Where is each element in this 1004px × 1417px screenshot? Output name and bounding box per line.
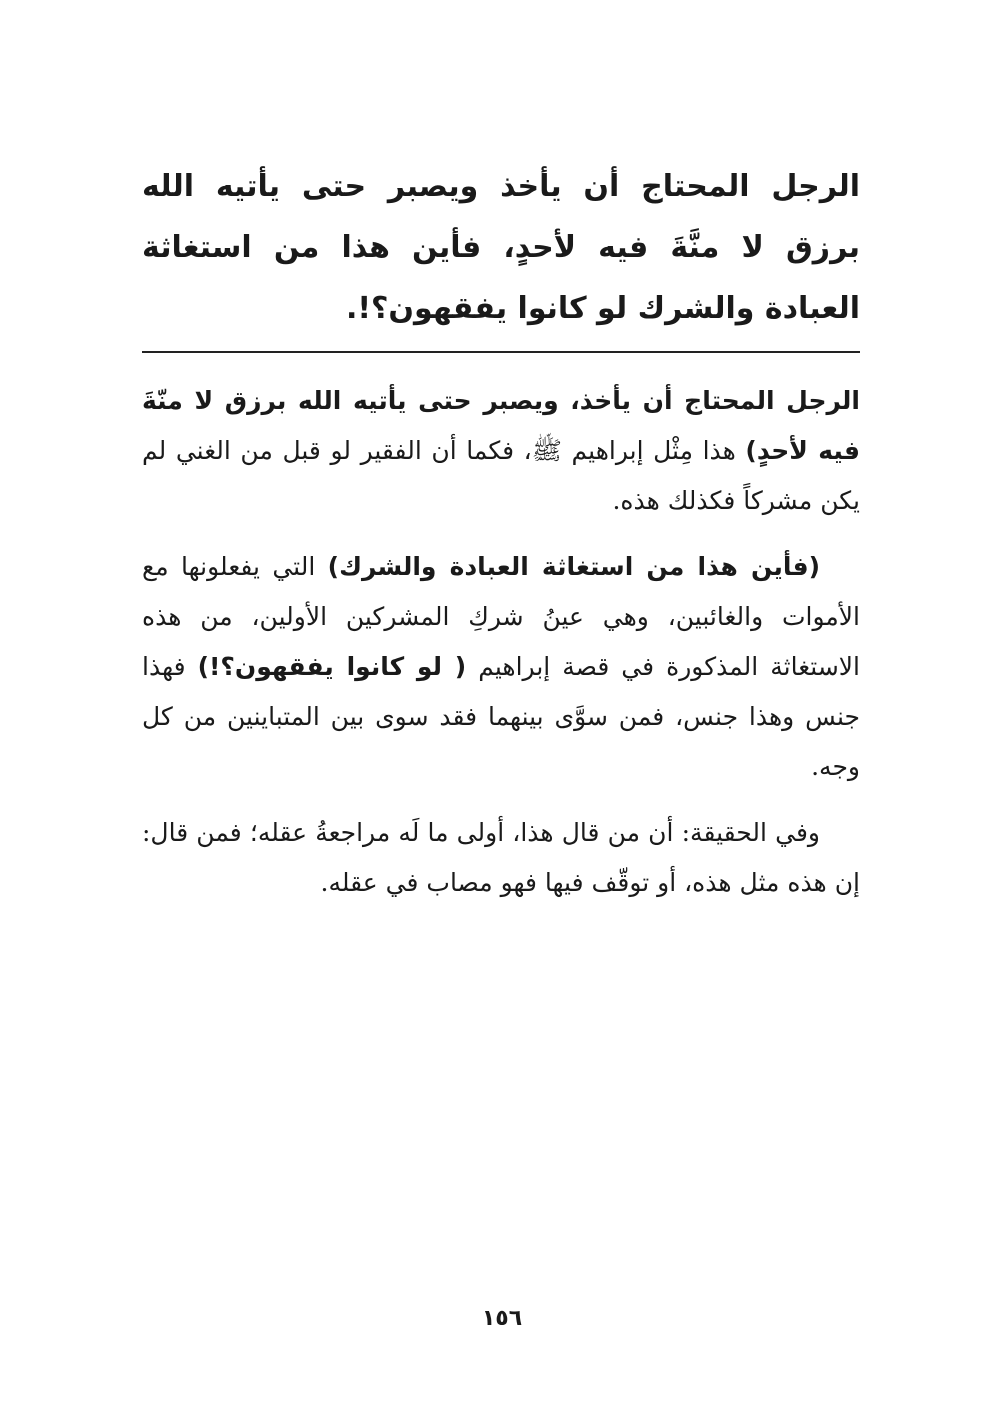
quoted-matn-2: (فأين هذا من استغاثة العبادة والشرك) xyxy=(327,552,821,581)
commentary-text-2b: فهذا جنس وهذا جنس، فمن سوَّى بينهما فقد سوى بين المتباينين من كل وجه. xyxy=(142,652,860,781)
commentary-paragraph-1 xyxy=(142,376,860,526)
commentary-paragraph-2 xyxy=(142,542,860,792)
matn-text: الرجل المحتاج أن يأخذ ويصبر حتى يأتيه الله برزق لا منَّةَ فيه لأحدٍ، فأين هذا من استغاثة العبادة والشرك لو كانوا يفقهون؟!. xyxy=(142,169,860,326)
commentary-text-3: وفي الحقيقة: أن من قال هذا، أولى ما لَه مراجعةُ عقله؛ فمن قال: إن هذه مثل هذه، أو توقّف فيها فهو مصاب في عقله. xyxy=(142,818,860,897)
quoted-matn-1: الرجل المحتاج أن يأخذ، ويصبر حتى يأتيه الله برزق لا منّةَ فيه لأحدٍ) xyxy=(142,386,860,465)
commentary-text-1: هذا مِثْل إبراهيم ﷺ، فكما أن الفقير لو قبل من الغني لم يكن مشركاً فكذلك هذه. xyxy=(142,436,860,515)
section-divider xyxy=(142,351,860,353)
commentary-paragraph-3 xyxy=(142,808,860,908)
quoted-matn-3: ( لو كانوا يفقهون؟!) xyxy=(197,652,467,681)
commentary-text-2a: التي يفعلونها مع الأموات والغائبين، وهي عينُ شركِ المشركين الأولين، من هذه الاستغاثة المذكورة في قصة إبراهيم xyxy=(142,552,860,681)
sharh-commentary xyxy=(142,376,860,924)
page-number: ١٥٦ xyxy=(481,1306,523,1331)
